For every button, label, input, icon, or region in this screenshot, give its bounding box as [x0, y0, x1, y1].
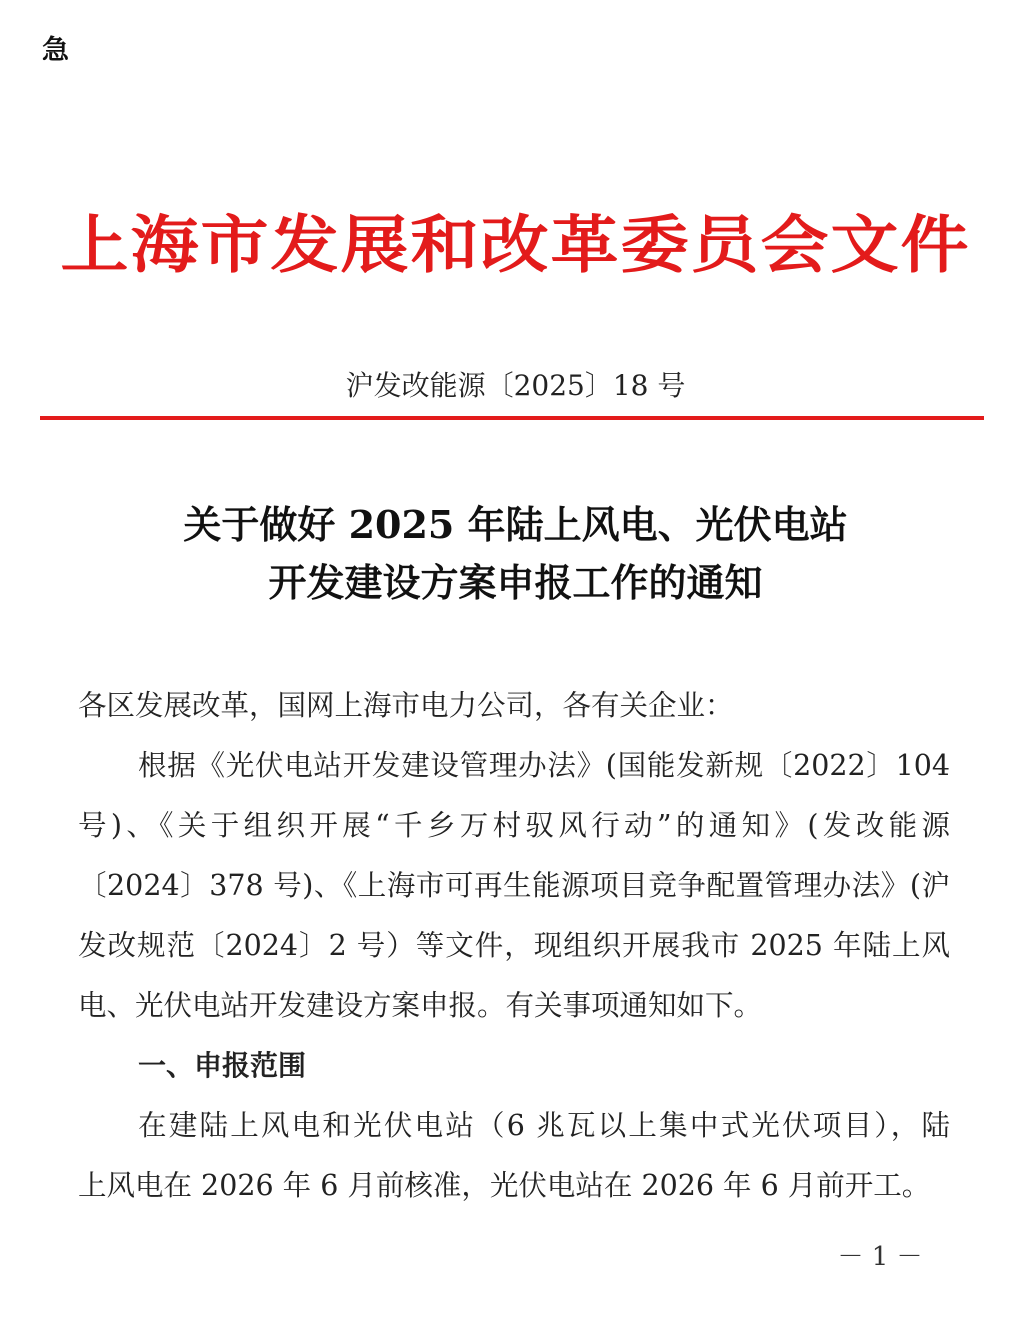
paragraph-2-line-1: 在建陆上风电和光伏电站（6 兆瓦以上集中式光伏项目），陆 — [138, 1109, 950, 1142]
section-1-heading: 一、申报范围 — [138, 1049, 307, 1082]
title-line-1: 关于做好 2025 年陆上风电、光伏电站 — [183, 502, 848, 547]
paragraph-1-line-2: 号)、《关于组织开展“千乡万村驭风行动”的通知》(发改能源 — [78, 809, 950, 842]
paragraph-1-line-3: 〔2024〕378 号)、《上海市可再生能源项目竞争配置管理办法》(沪 — [78, 869, 950, 902]
salutation: 各区发展改革，国网上海市电力公司，各有关企业： — [78, 689, 734, 722]
document-title — [0, 496, 1031, 612]
paragraph-1-line-1: 根据《光伏电站开发建设管理办法》(国能发新规〔2022〕104 — [138, 749, 950, 782]
paragraph-1-line-5: 电、光伏电站开发建设方案申报。有关事项通知如下。 — [78, 989, 763, 1022]
document-body — [78, 676, 950, 1216]
title-line-2: 开发建设方案申报工作的通知 — [268, 560, 763, 605]
paragraph-1-line-4: 发改规范〔2024〕2 号）等文件，现组织开展我市 2025 年陆上风 — [78, 929, 950, 962]
red-separator-line — [40, 416, 984, 420]
issuer-header: 上海市发展和改革委员会文件 — [60, 208, 971, 283]
document-number: 沪发改能源〔2025〕18 号 — [345, 369, 686, 402]
urgency-mark: 急 — [42, 35, 69, 66]
page-number: － 1 － — [837, 1242, 923, 1272]
paragraph-2-line-2: 上风电在 2026 年 6 月前核准，光伏电站在 2026 年 6 月前开工。 — [78, 1169, 931, 1202]
